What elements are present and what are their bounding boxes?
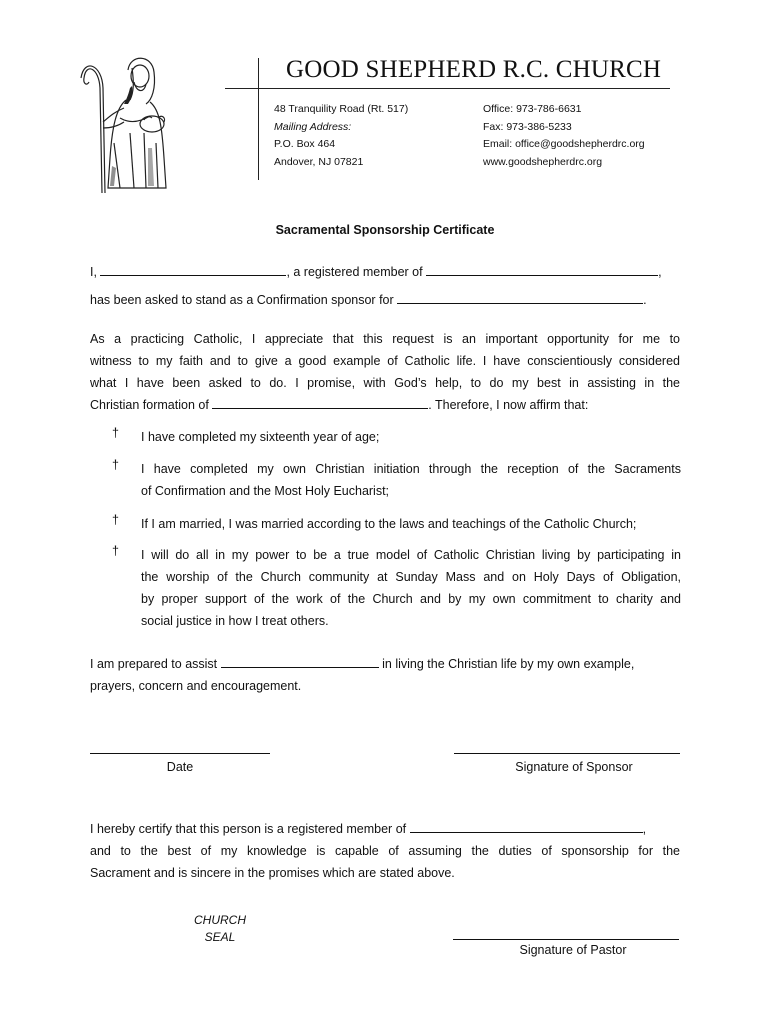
church-seal-placeholder: CHURCH SEAL	[194, 913, 246, 944]
sponsor-signature-label: Signature of Sponsor	[515, 760, 633, 774]
address-line: Mailing Address:	[274, 120, 352, 133]
affirmation-item: If I am married, I was married according to the laws and teachings of the Catholic Church;	[141, 517, 637, 531]
affirmation-item: I will do all in my power to be a true model of Catholic Christian living by participating in the worship of the Church community at Sunday Mass and on Holy Days of Obligation, by proper support of the work of the Church and by my own commitment to charity and social justice in how I treat others.	[141, 548, 681, 628]
sponsor-parish-field[interactable]	[426, 263, 658, 276]
good-shepherd-logo	[80, 48, 180, 196]
contact-website: www.goodshepherdrc.org	[483, 155, 603, 168]
cross-bullet-icon: †	[112, 513, 119, 527]
sponsor-signature-line[interactable]	[454, 753, 680, 754]
header-vertical-rule	[258, 58, 259, 180]
candidate-line: has been asked to stand as a Confirmation sponsor for .	[90, 293, 647, 307]
address-line: Andover, NJ 07821	[274, 155, 364, 168]
certificate-title: Sacramental Sponsorship Certificate	[275, 223, 495, 237]
cross-bullet-icon: †	[112, 458, 119, 472]
church-address	[274, 101, 408, 171]
certify-paragraph: I hereby certify that this person is a registered member of , and to the best of my knowledge is capable of assuming the duties of sponsorship for the Sacrament and is sincere in the promises which are stated above.	[90, 822, 680, 880]
date-line[interactable]	[90, 753, 270, 754]
address-line: P.O. Box 464	[274, 138, 336, 150]
date-label: Date	[166, 760, 194, 774]
pastor-signature-label: Signature of Pastor	[519, 943, 627, 957]
contact-office: Office: 973-786-6631	[483, 103, 582, 115]
sponsor-name-field[interactable]	[100, 263, 286, 276]
sponsor-name-line: I, , a registered member of ,	[90, 265, 662, 279]
church-contact	[483, 101, 645, 171]
cross-bullet-icon: †	[112, 426, 119, 440]
formation-candidate-field[interactable]	[212, 396, 428, 409]
assist-candidate-field[interactable]	[221, 655, 379, 668]
church-name: GOOD SHEPHERD R.C. CHURCH	[286, 56, 662, 83]
affirmation-item: I have completed my own Christian initiation through the reception of the Sacraments of Confirmation and the Most Holy Eucharist;	[141, 462, 681, 498]
affirmation-item: I have completed my sixteenth year of age;	[141, 430, 380, 444]
contact-email: Email: office@goodshepherdrc.org	[483, 138, 645, 150]
header-horizontal-rule	[225, 88, 670, 89]
pastor-parish-field[interactable]	[410, 820, 643, 833]
pastor-signature-line[interactable]	[453, 939, 679, 940]
intro-paragraph: As a practicing Catholic, I appreciate that this request is an important opportunity for me to witness to my faith and to give a good example of Catholic life. I have conscientiously considered what I have been asked to do. I promise, with God’s help, to do my best in assisting in the Christian formation of . Therefore, I now affirm that:	[90, 332, 680, 412]
cross-bullet-icon: †	[112, 544, 119, 558]
confirmation-candidate-field[interactable]	[397, 291, 643, 304]
assist-paragraph: I am prepared to assist in living the Christian life by my own example, prayers, concern and encouragement.	[90, 657, 635, 693]
contact-fax: Fax: 973-386-5233	[483, 120, 572, 133]
address-line: 48 Tranquility Road (Rt. 517)	[274, 103, 409, 115]
